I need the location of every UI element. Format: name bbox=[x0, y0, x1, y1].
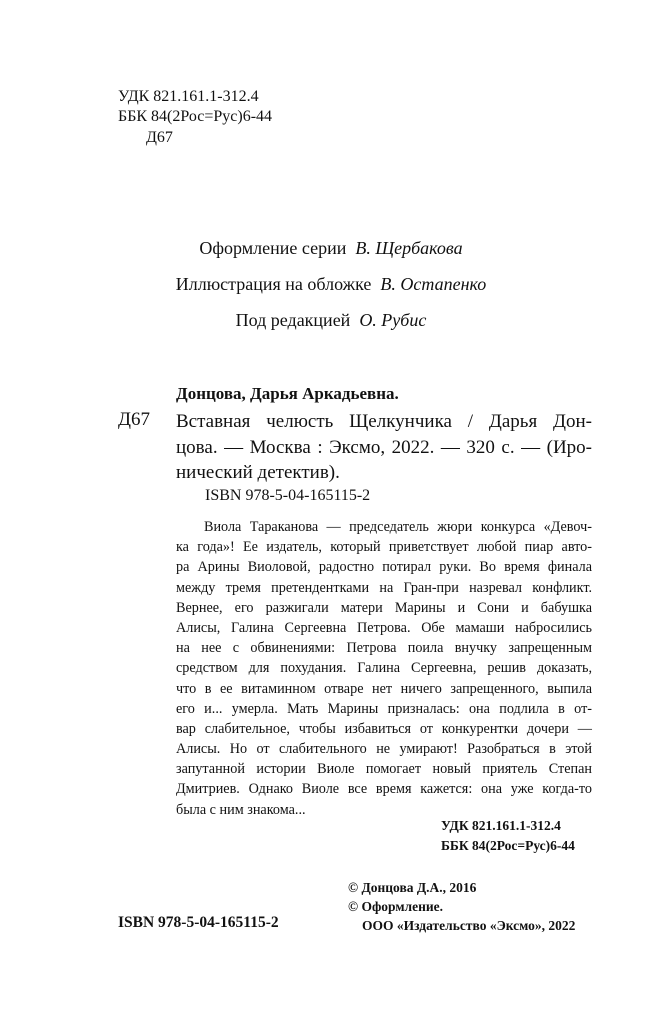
copyright-author: © Донцова Д.А., 2016 bbox=[348, 880, 477, 895]
footer-udc-code: УДК 821.161.1-312.4 bbox=[441, 818, 561, 833]
credit-series-design bbox=[0, 238, 662, 259]
credit-name: В. Щербакова bbox=[355, 238, 463, 258]
annotation bbox=[176, 517, 592, 820]
annotation-line: запутанной истории Виоле помогает новый приятель Степан bbox=[176, 761, 592, 778]
annotation-line: Алисы, Галина Сергеевна Петрова. Обе мамаши набросились bbox=[176, 619, 592, 636]
annotation-line: Алисы. Но от слабительного не умирают! Разобраться в этой bbox=[176, 741, 592, 758]
description-line: цова. — Москва : Эксмо, 2022. — 320 с. — (Иро- bbox=[176, 436, 592, 458]
credit-editor bbox=[0, 310, 662, 331]
footer-bbk-code: ББК 84(2Рос=Рус)6-44 bbox=[441, 838, 575, 853]
udc-code: УДК 821.161.1-312.4 bbox=[118, 88, 259, 105]
credit-role: Под редакцией bbox=[235, 310, 351, 330]
description-line: нический детектив). bbox=[176, 462, 340, 483]
annotation-line: что в ее витаминном отваре нет ничего запрещенного, выпила bbox=[176, 680, 592, 697]
annotation-line: между тремя претендентками на Гран-при назревал конфликт. bbox=[176, 579, 592, 596]
bibliographic-description bbox=[176, 409, 592, 486]
annotation-line: на нее с обвинениями: Петрова поила внучку запрещенным bbox=[176, 640, 592, 657]
bibliographic-code: Д67 bbox=[118, 409, 150, 430]
copyright-publisher: ООО «Издательство «Эксмо», 2022 bbox=[362, 918, 576, 933]
author-mark: Д67 bbox=[146, 129, 173, 146]
annotation-line: ра Арины Виоловой, радостно потирал руки. Во время финала bbox=[176, 559, 592, 576]
annotation-line: Вернее, его разжигали матери Марины и Сони и бабушка bbox=[176, 599, 592, 616]
author-heading: Донцова, Дарья Аркадьевна. bbox=[176, 384, 399, 403]
annotation-line: средством для похудания. Галина Сергеевна, решив доказать, bbox=[176, 660, 592, 677]
credit-role: Оформление серии bbox=[199, 238, 347, 258]
credit-name: О. Рубис bbox=[359, 310, 427, 330]
credit-cover-illustration bbox=[0, 274, 662, 295]
description-line: Вставная челюсть Щелкунчика / Дарья Дон- bbox=[176, 411, 592, 432]
isbn: ISBN 978-5-04-165115-2 bbox=[205, 487, 371, 504]
bbk-code: ББК 84(2Рос=Рус)6-44 bbox=[118, 108, 273, 125]
copyright-design: © Оформление. bbox=[348, 899, 444, 914]
annotation-line: вар слабительное, чтобы избавиться от конкурентки дочери — bbox=[176, 720, 592, 737]
annotation-line: Виола Тараканова — председатель жюри конкурса «Девоч- bbox=[204, 519, 592, 535]
annotation-line: ка года»! Ее издатель, который приветствует любой пиар авто- bbox=[176, 539, 592, 556]
credit-name: В. Остапенко bbox=[380, 274, 487, 294]
annotation-line: его и... умерла. Мать Марины призналась: она подлила в от- bbox=[176, 700, 592, 717]
credit-role: Иллюстрация на обложке bbox=[175, 274, 372, 294]
annotation-line: была с ним знакома... bbox=[176, 801, 306, 818]
annotation-line: Дмитриев. Однако Виоле все время кажется: она уже когда-то bbox=[176, 781, 592, 798]
isbn-bottom: ISBN 978-5-04-165115-2 bbox=[118, 914, 279, 931]
